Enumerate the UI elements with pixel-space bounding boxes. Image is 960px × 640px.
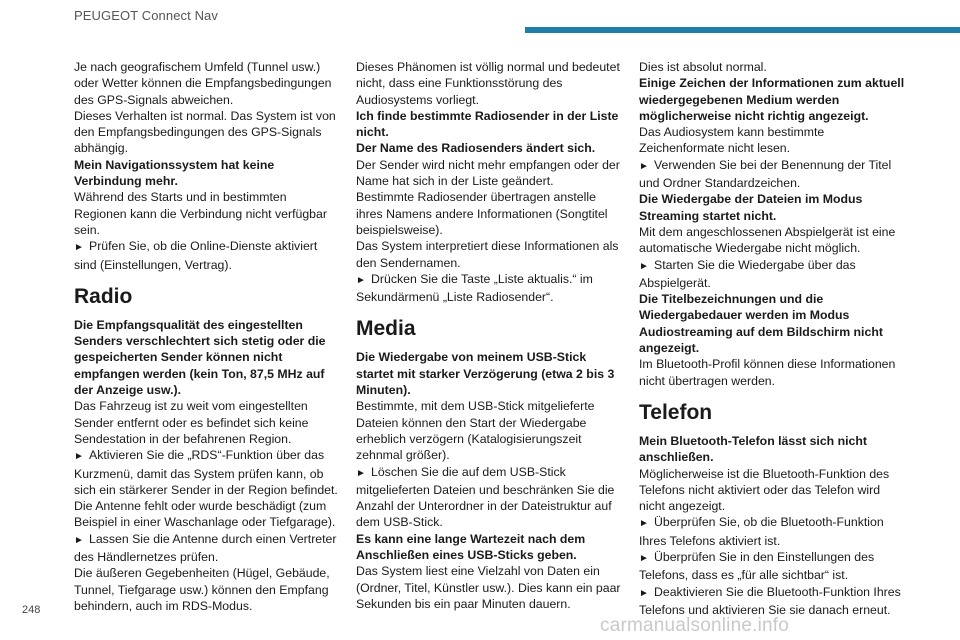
paragraph: Bestimmte Radiosender übertragen anstelle ihres Namens andere Informationen (Songtitel beispielsweise). (356, 190, 608, 237)
paragraph: Während des Starts und in bestimmten Regionen kann die Verbindung nicht verfügbar sein. (74, 190, 327, 237)
paragraph: Das System liest eine Vielzahl von Daten ein (Ordner, Titel, Künstler usw.). Dies kann ein paar Sekunden bis ein paar Minuten dauern. (356, 564, 621, 611)
bullet-item (74, 531, 342, 566)
paragraph: Das Audiosystem kann bestimmte Zeichenformate nicht lesen. (639, 125, 825, 156)
bullet-text: Löschen Sie die auf dem USB-Stick mitgelieferten Dateien und beschränken Sie die Anzahl der Unterordner in der Dateistruktur auf dem USB-Stick. (356, 464, 615, 530)
paragraph: Die äußeren Gegebenheiten (Hügel, Gebäude, Tunnel, Tiefgarage usw.) können den Empfang behindern, auch im RDS-Modus. (74, 566, 330, 613)
header-accent-bar (525, 27, 960, 33)
watermark: carmanualsonline.info (600, 615, 790, 636)
section-heading: Media (356, 317, 416, 341)
arrow-bullet-icon: ► (639, 160, 649, 172)
arrow-bullet-icon: ► (639, 553, 649, 565)
paragraph: Dies ist absolut normal. (639, 60, 767, 74)
bullet-text: Aktivieren Sie die „RDS“-Funktion über das Kurzmenü, damit das System prüfen kann, ob sich ein stärkerer Sender in der Region befindet. (74, 448, 338, 497)
arrow-bullet-icon: ► (74, 534, 84, 546)
bullet-item (74, 238, 342, 273)
bullet-item (356, 271, 624, 306)
bullet-text: Lassen Sie die Antenne durch einen Vertreter des Händlernetzes prüfen. (74, 531, 337, 565)
section-heading: Telefon (639, 400, 713, 424)
paragraph: Das Fahrzeug ist zu weit vom eingestellten Sender entfernt oder es befindet sich keine Sendestation in der befahrenen Region. (74, 399, 309, 446)
text-column-2 (356, 59, 624, 612)
bullet-text: Verwenden Sie bei der Benennung der Titel und Ordner Standardzeichen. (639, 157, 892, 191)
bullet-item (356, 464, 624, 531)
bullet-item (639, 257, 907, 292)
page-number: 248 (22, 604, 41, 616)
bold-question: Die Wiedergabe von meinem USB-Stick startet mit starker Verzögerung (etwa 2 bis 3 Minuten). (356, 350, 615, 398)
paragraph: Dieses Verhalten ist normal. Das System ist von den Empfangsbedingungen des GPS-Signals abhängig. (74, 108, 336, 156)
arrow-bullet-icon: ► (356, 467, 366, 479)
bold-question: Die Titelbezeichnungen und die Wiedergabedauer werden im Modus Audiostreaming auf dem Bildschirm nicht angezeigt. (639, 292, 883, 356)
page-header-title: PEUGEOT Connect Nav (74, 8, 218, 23)
bold-question: Die Wiedergabe der Dateien im Modus Streaming startet nicht. (639, 192, 863, 223)
bullet-item (639, 549, 907, 584)
bold-question: Mein Bluetooth-Telefon lässt sich nicht anschließen. (639, 433, 867, 465)
paragraph: Möglicherweise ist die Bluetooth-Funktion des Telefons nicht aktiviert oder das Telefon wird nicht angezeigt. (639, 466, 890, 514)
bold-question: Einige Zeichen der Informationen zum aktuell wiedergegebenen Medium werden möglicherweise nicht richtig angezeigt. (639, 76, 905, 123)
paragraph: Je nach geografischem Umfeld (Tunnel usw.) oder Wetter können die Empfangsbedingungen des GPS-Signals abweichen. (74, 60, 332, 107)
bullet-item (74, 447, 342, 498)
bullet-text: Prüfen Sie, ob die Online-Dienste aktiviert sind (Einstellungen, Vertrag). (74, 239, 318, 272)
bullet-text: Überprüfen Sie in den Einstellungen des Telefons, dass es „für alle sichtbar“ ist. (639, 550, 875, 583)
bullet-item (639, 157, 907, 192)
text-column-3 (639, 59, 907, 618)
bullet-item (639, 584, 907, 619)
bold-question: Der Name des Radiosenders ändert sich. (356, 141, 596, 156)
text-column-1 (74, 59, 342, 614)
paragraph: Der Sender wird nicht mehr empfangen oder der Name hat sich in der Liste geändert. (356, 157, 620, 189)
section-heading: Radio (74, 284, 133, 308)
bold-question: Mein Navigationssystem hat keine Verbindung mehr. (74, 157, 275, 189)
arrow-bullet-icon: ► (74, 242, 84, 254)
bullet-item (639, 514, 907, 549)
bullet-text: Überprüfen Sie, ob die Bluetooth-Funktion Ihres Telefons aktiviert ist. (639, 515, 884, 548)
arrow-bullet-icon: ► (356, 274, 366, 286)
paragraph: Das System interpretiert diese Informationen als den Sendernamen. (356, 239, 619, 270)
paragraph: Dieses Phänomen ist völlig normal und bedeutet nicht, dass eine Funktionsstörung des Audiosystems vorliegt. (356, 60, 620, 107)
arrow-bullet-icon: ► (74, 451, 84, 463)
arrow-bullet-icon: ► (639, 587, 649, 599)
bullet-text: Starten Sie die Wiedergabe über das Abspielgerät. (639, 257, 856, 290)
bold-question: Die Empfangsqualität des eingestellten Senders verschlechtert sich stetig oder die gespeicherten Sender können nicht empfangen werden (kein Ton, 87,5 MHz auf der Anzeige usw.). (74, 317, 326, 398)
bold-question: Ich finde bestimmte Radiosender in der Liste nicht. (356, 108, 619, 140)
bold-question: Es kann eine lange Wartezeit nach dem Anschließen eines USB-Sticks geben. (356, 531, 586, 563)
bullet-text: Drücken Sie die Taste „Liste aktualis.“ im Sekundärmenü „Liste Radiosender“. (356, 271, 593, 305)
paragraph: Die Antenne fehlt oder wurde beschädigt (zum Beispiel in einer Waschanlage oder Tiefgarage). (74, 499, 336, 530)
paragraph: Mit dem angeschlossenen Abspielgerät ist eine automatische Wiedergabe nicht möglich. (639, 224, 896, 256)
arrow-bullet-icon: ► (639, 518, 649, 530)
arrow-bullet-icon: ► (639, 260, 649, 272)
bullet-text: Deaktivieren Sie die Bluetooth-Funktion Ihres Telefons und aktivieren Sie sie danach erneut. (639, 584, 901, 617)
paragraph: Bestimmte, mit dem USB-Stick mitgelieferte Dateien können den Start der Wiedergabe erheblich verzögern (Katalogisierungszeit zehnmal größer). (356, 399, 595, 463)
paragraph: Im Bluetooth-Profil können diese Informationen nicht übertragen werden. (639, 357, 896, 388)
